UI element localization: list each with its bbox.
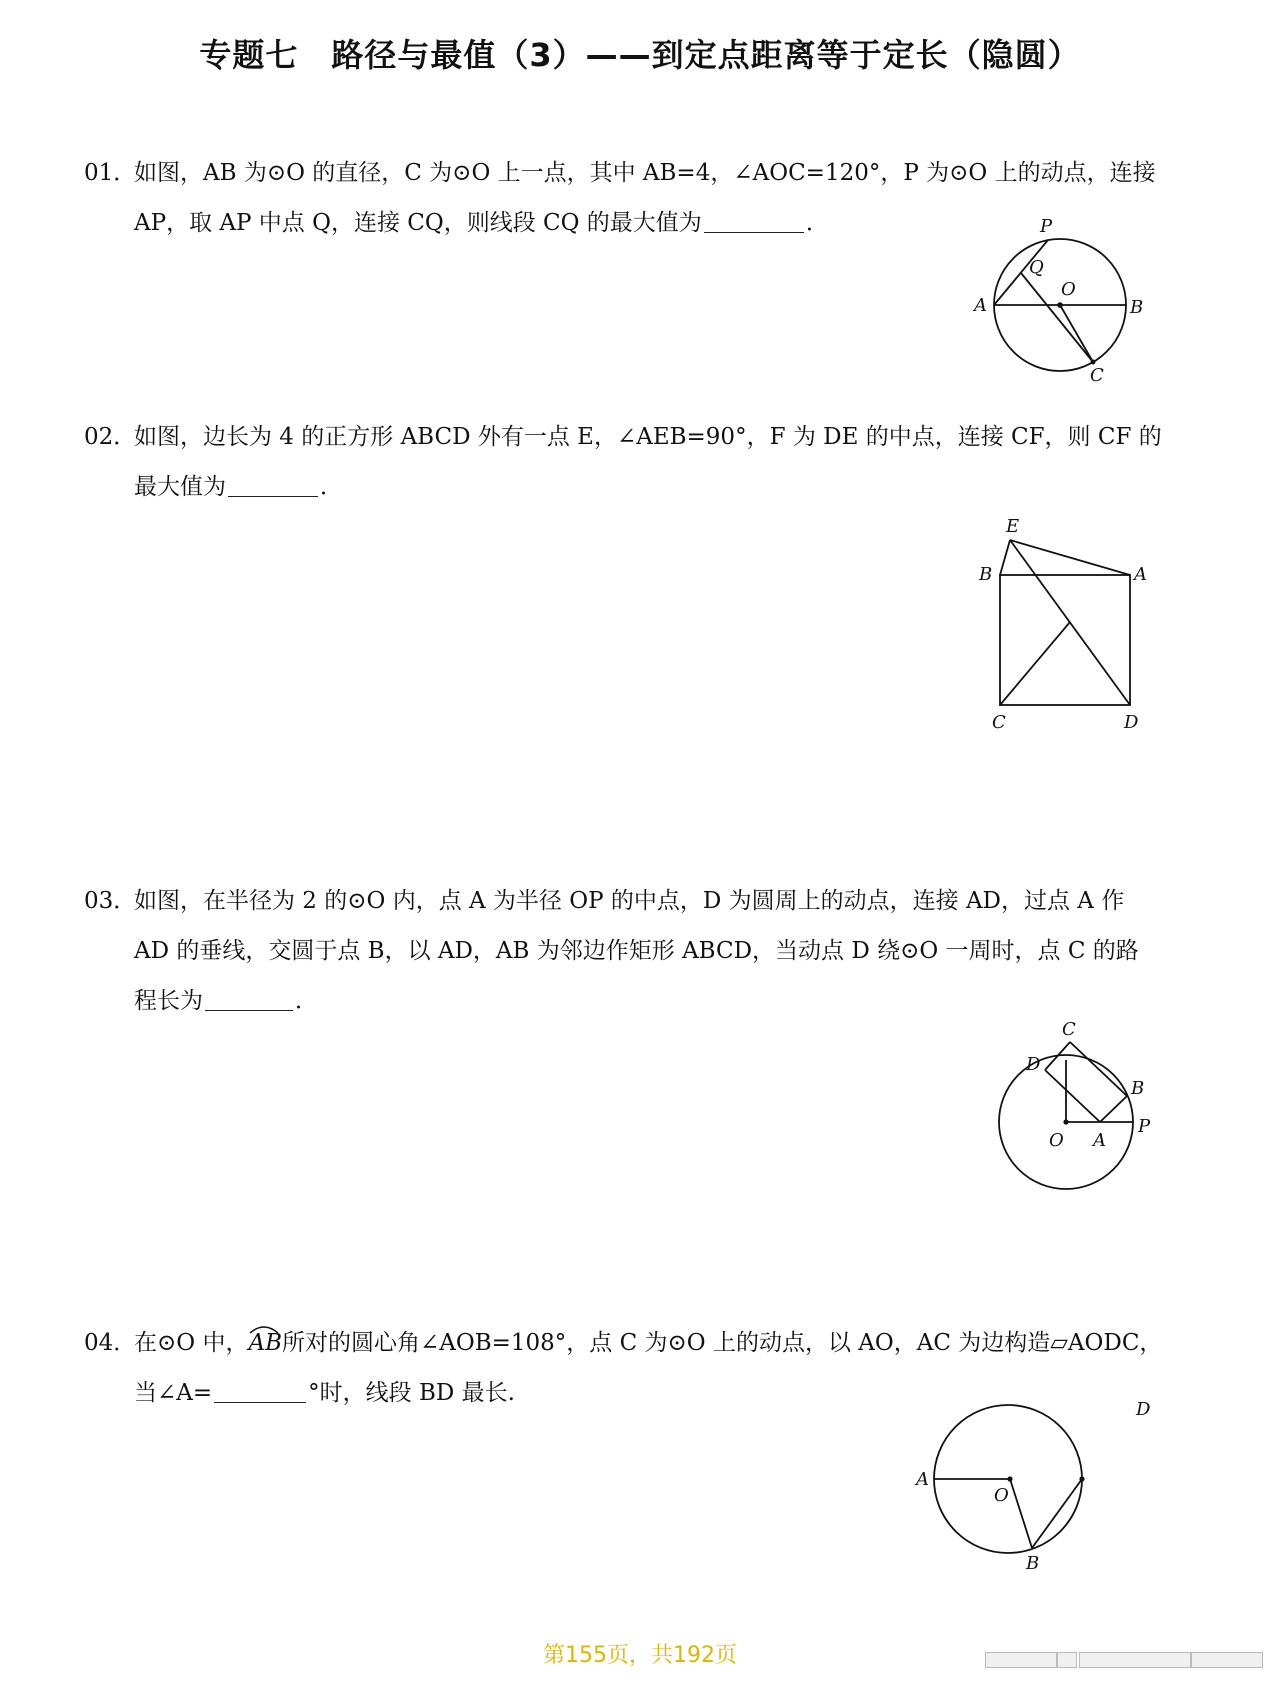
- figure-01: [960, 215, 1160, 385]
- problem-text: ．: [295, 988, 318, 1014]
- figure-03: [990, 1010, 1170, 1200]
- page-footer: 第155页，共192页: [543, 1643, 737, 1668]
- label-b: B: [1131, 1078, 1145, 1099]
- problem-number: 02．: [84, 424, 137, 450]
- problem-text: AD 的垂线，交圆于点 B，以 AD，AB 为邻边作矩形 ABCD，当动点 D 绕⊙O 一周时，点 C 的路: [134, 938, 1139, 964]
- label-d: D: [1026, 1054, 1041, 1075]
- label-a: A: [974, 295, 987, 316]
- problem-text: ．: [805, 210, 829, 236]
- arc-symbol: [248, 1324, 280, 1334]
- figure-04: [900, 1385, 1180, 1575]
- label-c: C: [1062, 1019, 1076, 1040]
- label-e: E: [1006, 516, 1020, 537]
- problem-text: 程长为: [134, 988, 203, 1014]
- page-title: 专题七 路径与最值（3）——到定点距离等于定长（隐圆）: [199, 36, 1081, 74]
- label-c: C: [1090, 365, 1104, 386]
- problem-text: 当∠A=: [134, 1380, 213, 1406]
- label-c: C: [992, 712, 1006, 733]
- label-b: B: [1026, 1553, 1040, 1574]
- label-q: Q: [1029, 257, 1044, 278]
- answer-blank: [704, 212, 804, 233]
- arc-ab: [248, 1318, 282, 1368]
- problem-text: ．: [320, 474, 343, 500]
- label-a: A: [1134, 564, 1147, 585]
- answer-blank: [214, 1382, 306, 1403]
- problem-03: [84, 876, 1204, 1026]
- problem-text: °时，线段 BD 最长.: [308, 1380, 515, 1406]
- label-b: B: [1130, 297, 1144, 318]
- problem-number: 04．: [84, 1330, 137, 1356]
- label-o: O: [1061, 279, 1076, 300]
- problem-text: 如图，在半径为 2 的⊙O 内，点 A 为半径 OP 的中点，D 为圆周上的动点，连接 AD，过点 A 作: [134, 888, 1125, 914]
- label-a: A: [916, 1469, 929, 1490]
- label-p: P: [1040, 216, 1053, 237]
- answer-blank: [228, 476, 318, 497]
- label-a: A: [1093, 1130, 1106, 1151]
- label-p: P: [1138, 1116, 1151, 1137]
- problem-text: 如图，AB 为⊙O 的直径，C 为⊙O 上一点，其中 AB=4，∠AOC=120°，P 为⊙O 上的动点，连接: [134, 160, 1156, 186]
- problem-02: [84, 412, 1204, 512]
- problem-text: 最大值为: [134, 474, 226, 500]
- label-d: D: [1136, 1399, 1151, 1420]
- problem-number: 03．: [84, 888, 137, 914]
- answer-blank: [205, 990, 293, 1011]
- label-d: D: [1124, 712, 1139, 733]
- problem-text: 如图，边长为 4 的正方形 ABCD 外有一点 E，∠AEB=90°，F 为 DE 的中点，连接 CF，则 CF 的: [134, 424, 1162, 450]
- problem-text: AP，取 AP 中点 Q，连接 CQ，则线段 CQ 的最大值为: [134, 210, 702, 236]
- arc-label: AB: [248, 1330, 282, 1356]
- problem-text: 所对的圆心角∠AOB=108°，点 C 为⊙O 上的动点，以 AO，AC 为边构造▱AODC，: [281, 1330, 1163, 1356]
- problem-number: 01．: [84, 160, 137, 186]
- label-o: O: [1049, 1130, 1064, 1151]
- label-o: O: [994, 1485, 1009, 1506]
- label-b: B: [979, 564, 993, 585]
- problem-text: 在⊙O 中，: [134, 1330, 249, 1356]
- figure-02: [970, 510, 1160, 740]
